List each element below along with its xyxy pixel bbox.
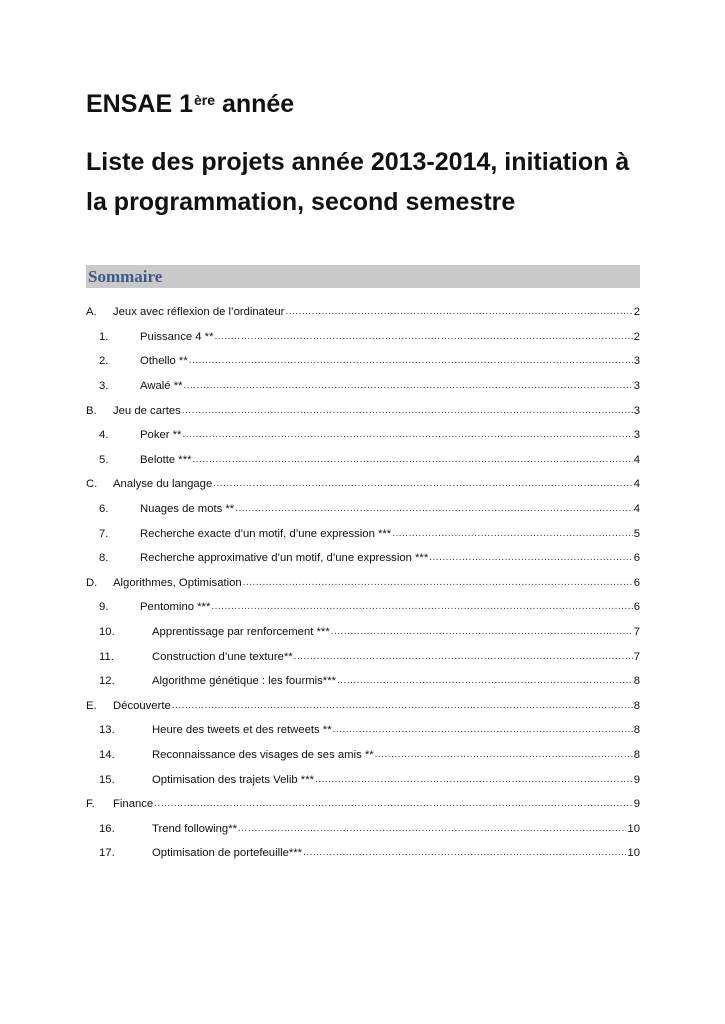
toc-entry-label[interactable]: Pentomino *** — [140, 601, 211, 614]
toc-dot-leader — [238, 822, 626, 836]
title-rest: année — [215, 90, 295, 118]
toc-entry[interactable] — [86, 669, 640, 694]
toc-entry-number: 12. — [99, 675, 115, 688]
toc-entry-number: B. — [86, 404, 97, 417]
toc-entry-label[interactable]: Othello ** — [140, 355, 188, 368]
toc-entry-number: 4. — [99, 429, 109, 442]
toc-entry-number: A. — [86, 306, 97, 319]
toc-dot-leader — [154, 797, 633, 811]
title-main: ENSAE 1 — [86, 90, 193, 118]
toc-entry[interactable] — [86, 718, 640, 743]
toc-dot-leader — [243, 576, 633, 590]
toc-entry-label[interactable]: Recherche approximative d’un motif, d’une expression *** — [140, 552, 429, 565]
toc-entry-page: 3 — [633, 380, 640, 393]
toc-entry-number: 9. — [99, 601, 109, 614]
toc-entry-page: 7 — [633, 626, 640, 639]
toc-entry-number: 16. — [99, 822, 115, 835]
toc-entry-label[interactable]: Finance — [113, 798, 154, 811]
toc-entry[interactable] — [86, 694, 640, 719]
toc-entry-number: 14. — [99, 748, 115, 761]
toc-entry-number: 17. — [99, 847, 115, 860]
toc-dot-leader — [337, 674, 633, 688]
toc-entry-number: 6. — [99, 503, 109, 516]
toc-entry-page: 8 — [633, 675, 640, 688]
toc-entry[interactable] — [86, 300, 640, 325]
toc-dot-leader — [392, 527, 633, 541]
toc-entry-label[interactable]: Algorithme génétique : les fourmis*** — [152, 675, 336, 688]
toc-entry[interactable] — [86, 743, 640, 768]
toc-entry-label[interactable]: Belotte *** — [140, 453, 192, 466]
toc-entry-number: 2. — [99, 355, 109, 368]
toc-entry-number: D. — [86, 576, 98, 589]
toc-entry-label[interactable]: Poker ** — [140, 429, 182, 442]
toc-entry[interactable] — [86, 644, 640, 669]
toc-entry[interactable] — [86, 546, 640, 571]
toc-entry-label[interactable]: Recherche exacte d’un motif, d’une expression *** — [140, 527, 392, 540]
toc-entry[interactable] — [86, 595, 640, 620]
toc-entry-page: 3 — [633, 355, 640, 368]
toc-entry-number: 1. — [99, 330, 109, 343]
toc-dot-leader — [214, 330, 632, 344]
toc-entry-page: 8 — [633, 724, 640, 737]
toc-entry[interactable] — [86, 521, 640, 546]
toc-entry-label[interactable]: Analyse du langage — [113, 478, 213, 491]
document-title — [86, 86, 294, 122]
toc-entry-number: 8. — [99, 552, 109, 565]
toc-entry-label[interactable]: Optimisation de portefeuille*** — [152, 847, 303, 860]
toc-entry-page: 4 — [633, 453, 640, 466]
toc-entry-page: 10 — [627, 822, 640, 835]
toc-entry[interactable] — [86, 816, 640, 841]
toc-entry[interactable] — [86, 472, 640, 497]
toc-entry-label[interactable]: Algorithmes, Optimisation — [113, 576, 242, 589]
toc-dot-leader — [294, 650, 633, 664]
toc-entry-number: 11. — [99, 650, 114, 663]
toc-entry-page: 5 — [633, 527, 640, 540]
toc-entry[interactable] — [86, 792, 640, 817]
toc-entry[interactable] — [86, 398, 640, 423]
toc-entry-label[interactable]: Heure des tweets et des retweets ** — [152, 724, 332, 737]
toc-entry-number: 10. — [99, 626, 115, 639]
toc-dot-leader — [331, 625, 633, 639]
toc-entry-number: 13. — [99, 724, 115, 737]
toc-dot-leader — [375, 748, 633, 762]
toc-entry[interactable] — [86, 448, 640, 473]
toc-entry-page: 6 — [633, 576, 640, 589]
toc-entry-page: 2 — [633, 306, 640, 319]
toc-entry-number: E. — [86, 699, 97, 712]
toc-entry[interactable] — [86, 325, 640, 350]
toc-dot-leader — [172, 699, 633, 713]
toc-dot-leader — [429, 551, 632, 565]
toc-dot-leader — [182, 404, 633, 418]
toc-entry-page: 10 — [627, 847, 640, 860]
toc-entry-label[interactable]: Reconnaissance des visages de ses amis ** — [152, 748, 374, 761]
toc-dot-leader — [213, 477, 632, 491]
toc-entry[interactable] — [86, 497, 640, 522]
toc-dot-leader — [235, 502, 633, 516]
toc-dot-leader — [285, 305, 632, 319]
toc-dot-leader — [193, 453, 633, 467]
toc-entry-number: F. — [86, 798, 95, 811]
toc-entry-number: 15. — [99, 773, 115, 786]
toc-dot-leader — [211, 600, 632, 614]
toc-entry-label[interactable]: Puissance 4 ** — [140, 330, 214, 343]
toc-entry-label[interactable]: Awalé ** — [140, 380, 183, 393]
document-subtitle: Liste des projets année 2013-2014, initiation à la programmation, second semestre — [86, 148, 630, 216]
toc-entry-page: 8 — [633, 699, 640, 712]
toc-dot-leader — [333, 723, 633, 737]
toc-entry-page: 3 — [633, 429, 640, 442]
toc-entry[interactable] — [86, 767, 640, 792]
toc-dot-leader — [182, 428, 632, 442]
toc-entry[interactable] — [86, 374, 640, 399]
toc-entry[interactable] — [86, 423, 640, 448]
toc-dot-leader — [315, 773, 633, 787]
toc-dot-leader — [189, 354, 633, 368]
toc-entry-label[interactable]: Découverte — [113, 699, 171, 712]
toc-entry-number: C. — [86, 478, 98, 491]
toc-entry[interactable] — [86, 620, 640, 645]
toc-entry-page: 3 — [633, 404, 640, 417]
toc-entry-label[interactable]: Nuages de mots ** — [140, 503, 235, 516]
toc-entry-label[interactable]: Construction d’une texture** — [152, 650, 293, 663]
toc-entry-label[interactable]: Trend following** — [152, 822, 237, 835]
toc-entry-page: 9 — [633, 773, 640, 786]
toc-entry[interactable] — [86, 349, 640, 374]
toc-entry-page: 9 — [633, 798, 640, 811]
toc-entry-page: 6 — [633, 601, 640, 614]
toc-dot-leader — [303, 846, 626, 860]
toc-entry-number: 5. — [99, 453, 109, 466]
toc-entry-page: 8 — [633, 748, 640, 761]
toc-entry-label[interactable]: Jeux avec réflexion de l’ordinateur — [113, 306, 285, 319]
toc-entry-label[interactable]: Jeu de cartes — [113, 404, 181, 417]
toc-entry-page: 7 — [633, 650, 640, 663]
toc-dot-leader — [184, 379, 633, 393]
toc-entry[interactable] — [86, 841, 640, 866]
table-of-contents — [86, 300, 640, 866]
toc-entry-page: 2 — [633, 330, 640, 343]
toc-heading: Sommaire — [86, 265, 640, 288]
toc-entry-page: 4 — [633, 503, 640, 516]
toc-entry-page: 4 — [633, 478, 640, 491]
toc-entry-number: 7. — [99, 527, 109, 540]
toc-entry-label[interactable]: Apprentissage par renforcement *** — [152, 626, 330, 639]
toc-entry[interactable] — [86, 571, 640, 596]
toc-entry-number: 3. — [99, 380, 109, 393]
toc-entry-page: 6 — [633, 552, 640, 565]
toc-entry-label[interactable]: Optimisation des trajets Velib *** — [152, 773, 315, 786]
title-superscript: ère — [193, 92, 216, 108]
